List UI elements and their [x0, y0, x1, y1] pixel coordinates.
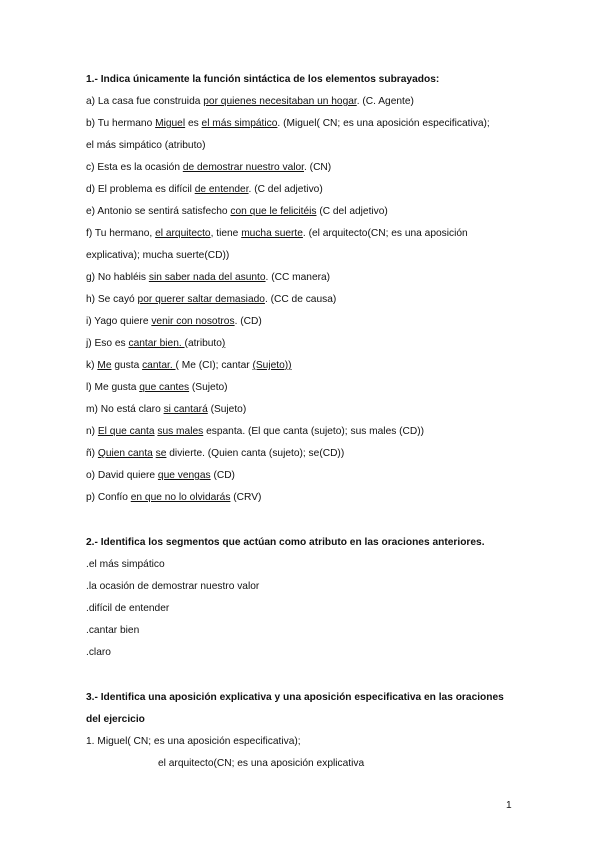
answer-line-2: el arquitecto(CN; es una aposición explicativa [158, 758, 365, 769]
list-item: .el más simpático [86, 559, 165, 570]
item-l: l) Me gusta que cantes (Sujeto) [86, 382, 228, 393]
question-2-heading: 2.- Identifica los segmentos que actúan como atributo en las oraciones anteriores. [86, 537, 485, 548]
item-p: p) Confío en que no lo olvidarás (CRV) [86, 492, 262, 503]
item-g: g) No habléis sin saber nada del asunto. (CC manera) [86, 272, 331, 283]
list-item: .la ocasión de demostrar nuestro valor [86, 581, 260, 592]
item-nn: ñ) Quien canta se divierte. (Quien canta (sujeto); se(CD)) [86, 448, 345, 459]
item-m: m) No está claro si cantará (Sujeto) [86, 404, 247, 415]
list-item: .difícil de entender [86, 603, 170, 614]
answer-line-1: 1. Miguel( CN; es una aposición especificativa); [86, 736, 301, 747]
item-b-continued: el más simpático (atributo) [86, 140, 206, 151]
item-h: h) Se cayó por querer saltar demasiado. (CC de causa) [86, 294, 337, 305]
item-n: n) El que canta sus males espanta. (El que canta (sujeto); sus males (CD)) [86, 426, 425, 437]
item-i: i) Yago quiere venir con nosotros. (CD) [86, 316, 262, 327]
item-a: a) La casa fue construida por quienes necesitaban un hogar. (C. Agente) [86, 96, 414, 107]
question-3-heading: 3.- Identifica una aposición explicativa y una aposición especificativa en las oraciones [86, 692, 504, 703]
item-b: b) Tu hermano Miguel es el más simpático. (Miguel( CN; es una aposición especificativa); [86, 118, 490, 129]
item-e: e) Antonio se sentirá satisfecho con que le felicitéis (C del adjetivo) [86, 206, 388, 217]
page-number: 1 [506, 800, 512, 811]
item-k: k) Me gusta cantar. ( Me (CI); cantar (Sujeto)) [86, 360, 292, 371]
list-item: .cantar bien [86, 625, 140, 636]
item-f-continued: explicativa); mucha suerte(CD)) [86, 250, 230, 261]
item-f: f) Tu hermano, el arquitecto, tiene mucha suerte. (el arquitecto(CN; es una aposición [86, 228, 468, 239]
question-1-heading: 1.- Indica únicamente la función sintáctica de los elementos subrayados: [86, 74, 440, 85]
question-3-heading-continued: del ejercicio [86, 714, 145, 725]
item-j: j) Eso es cantar bien. (atributo) [86, 338, 226, 349]
list-item: .claro [86, 647, 111, 658]
item-o: o) David quiere que vengas (CD) [86, 470, 235, 481]
item-d: d) El problema es difícil de entender. (C del adjetivo) [86, 184, 323, 195]
item-c: c) Esta es la ocasión de demostrar nuestro valor. (CN) [86, 162, 332, 173]
